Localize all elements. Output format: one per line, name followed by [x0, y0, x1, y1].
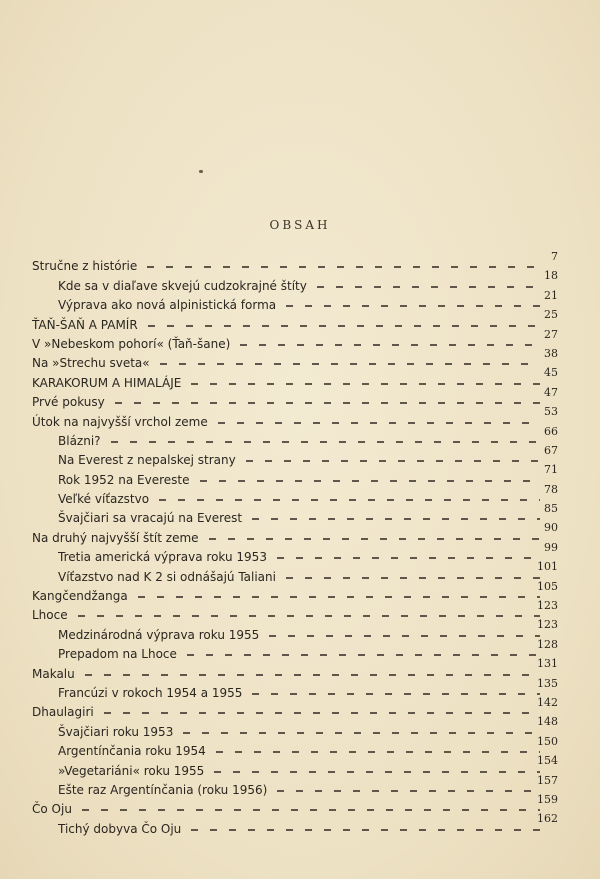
toc-entry-title: Útok na najvyšší vrchol zeme: [32, 414, 208, 429]
toc-entry: [32, 424, 558, 448]
toc-entry: [32, 346, 558, 371]
toc-entry-title: Argentínčania roku 1954: [58, 744, 206, 759]
toc-entry-title: Čo Oju: [32, 802, 72, 817]
toc-entry-title: Veľké víťazstvo: [58, 492, 150, 507]
toc-page-number: 18: [544, 269, 558, 283]
page-title: OBSAH: [269, 218, 331, 232]
dash-leader: [214, 771, 540, 773]
dash-leader: [216, 751, 540, 753]
toc-page-number: 123: [537, 618, 558, 632]
toc-page-number: 150: [537, 734, 558, 748]
toc-entry: [32, 560, 558, 584]
toc-entry: [32, 288, 558, 313]
toc-entry: [32, 482, 558, 507]
toc-entry: [32, 502, 558, 526]
toc-entry: [32, 385, 558, 410]
toc-entry: [32, 405, 558, 429]
toc-entry: [32, 327, 558, 351]
dash-leader: [159, 499, 540, 501]
toc-page-number: 90: [544, 521, 558, 535]
toc-entry: [32, 443, 558, 468]
dash-leader: [277, 790, 540, 792]
toc-page-number: 47: [544, 385, 558, 399]
dash-leader: [78, 615, 540, 617]
toc-page-number: 38: [544, 346, 558, 360]
dash-leader: [82, 809, 540, 811]
toc-page-number: 135: [537, 676, 558, 690]
toc-entry: [32, 812, 558, 836]
toc-page-number: 148: [537, 715, 558, 729]
toc-entry-title: V »Nebeskom pohorí« (Ťaň-šane): [32, 336, 231, 351]
toc-entry-title: Na druhý najvyšší štít zeme: [32, 530, 199, 545]
toc-entry: [32, 308, 558, 332]
toc-page-number: 67: [544, 443, 558, 457]
dash-leader: [147, 266, 540, 268]
dash-leader: [252, 693, 540, 695]
toc-entry-title: Stručne z histórie: [32, 259, 138, 274]
dash-leader: [317, 286, 540, 288]
toc-page-number: 157: [537, 773, 558, 787]
toc-entry-title: Medzinárodná výprava roku 1955: [58, 627, 260, 642]
toc-entry-title: Ešte raz Argentínčania (roku 1956): [58, 782, 268, 797]
toc-entry-title: Na »Strechu sveta«: [32, 356, 150, 371]
toc-entry-title: Tretia americká výprava roku 1953: [58, 550, 267, 565]
toc-entry-title: Dhaulagiri: [32, 705, 94, 720]
toc-page-number: 21: [544, 288, 558, 302]
toc-entry: [32, 695, 558, 720]
toc-entry-title: Francúzi v rokoch 1954 a 1955: [58, 685, 243, 700]
dash-leader: [286, 577, 540, 579]
table-of-contents: [32, 250, 558, 836]
toc-page-number: 154: [537, 754, 558, 768]
dash-leader: [138, 596, 540, 598]
toc-entry: [32, 618, 558, 642]
dash-leader: [191, 383, 540, 385]
toc-entry-title: »Vegetariáni« roku 1955: [58, 763, 205, 778]
toc-page-number: 27: [544, 327, 558, 341]
dash-leader: [191, 829, 540, 831]
toc-entry-title: Lhoce: [32, 608, 68, 623]
toc-entry: [32, 540, 558, 565]
dash-leader: [111, 441, 540, 443]
toc-entry-title: ŤAŇ-ŠAŇ A PAMÍR: [32, 317, 138, 332]
toc-page-number: 7: [551, 250, 558, 263]
toc-page-number: 159: [537, 792, 558, 806]
toc-entry-title: Prepadom na Lhoce: [58, 647, 177, 662]
toc-entry-title: Švajčiari sa vracajú na Everest: [58, 511, 243, 526]
toc-entry: [32, 579, 558, 604]
toc-page-number: 25: [544, 308, 558, 322]
toc-entry: [32, 599, 558, 623]
dash-leader: [209, 538, 540, 540]
toc-page-number: 123: [537, 599, 558, 613]
toc-page-number: 128: [537, 637, 558, 651]
dash-leader: [218, 422, 540, 424]
toc-entry: [32, 521, 558, 545]
toc-entry-title: Na Everest z nepalskej strany: [58, 453, 236, 468]
dash-leader: [252, 518, 540, 520]
dash-leader: [104, 712, 540, 714]
dash-leader: [85, 674, 540, 676]
toc-page-number: 131: [537, 657, 558, 671]
toc-entry-title: Makalu: [32, 666, 75, 681]
toc-entry-title: Rok 1952 na Evereste: [58, 472, 190, 487]
toc-entry: [32, 754, 558, 778]
toc-page-number: 53: [544, 405, 558, 419]
dash-leader: [246, 460, 540, 462]
dash-leader: [240, 344, 540, 346]
toc-entry-title: Výprava ako nová alpinistická forma: [58, 298, 277, 313]
toc-entry: [32, 657, 558, 681]
toc-entry-title: Švajčiari roku 1953: [58, 724, 174, 739]
toc-entry-title: Kde sa v diaľave skvejú cudzokrajné štíty: [58, 278, 307, 293]
dash-leader: [286, 305, 540, 307]
toc-page-number: 162: [537, 812, 558, 826]
toc-entry: [32, 676, 558, 700]
toc-entry: [32, 792, 558, 817]
toc-entry: [32, 773, 558, 797]
toc-page-number: 71: [544, 463, 558, 477]
toc-entry: [32, 269, 558, 293]
toc-page-number: 78: [544, 482, 558, 496]
toc-page-number: 99: [544, 540, 558, 554]
dash-leader: [115, 402, 540, 404]
toc-page-number: 45: [544, 366, 558, 380]
toc-entry: [32, 366, 558, 390]
toc-entry-title: Prvé pokusy: [32, 395, 105, 410]
dash-leader: [187, 654, 540, 656]
dash-leader: [200, 480, 541, 482]
toc-page-number: 85: [544, 502, 558, 516]
dash-leader: [269, 635, 540, 637]
toc-page-number: 101: [537, 560, 558, 574]
toc-entry-title: Blázni?: [58, 433, 101, 448]
ink-speck: [199, 170, 203, 173]
toc-page-number: 105: [537, 579, 558, 593]
toc-entry: [32, 250, 558, 274]
toc-entry-title: Tichý dobyva Čo Oju: [58, 821, 182, 836]
dash-leader: [277, 557, 540, 559]
dash-leader: [148, 325, 540, 327]
toc-entry-title: Víťazstvo nad K 2 si odnášajú Taliani: [58, 569, 276, 584]
toc-page-number: 66: [544, 424, 558, 438]
dash-leader: [160, 363, 540, 365]
toc-entry: [32, 734, 558, 759]
toc-entry: [32, 637, 558, 662]
toc-entry-title: KARAKORUM A HIMALÁJE: [32, 375, 182, 390]
toc-entry: [32, 463, 558, 487]
toc-page-number: 142: [537, 695, 558, 709]
toc-entry: [32, 715, 558, 739]
dash-leader: [183, 732, 540, 734]
toc-entry-title: Kangčendžanga: [32, 589, 128, 604]
